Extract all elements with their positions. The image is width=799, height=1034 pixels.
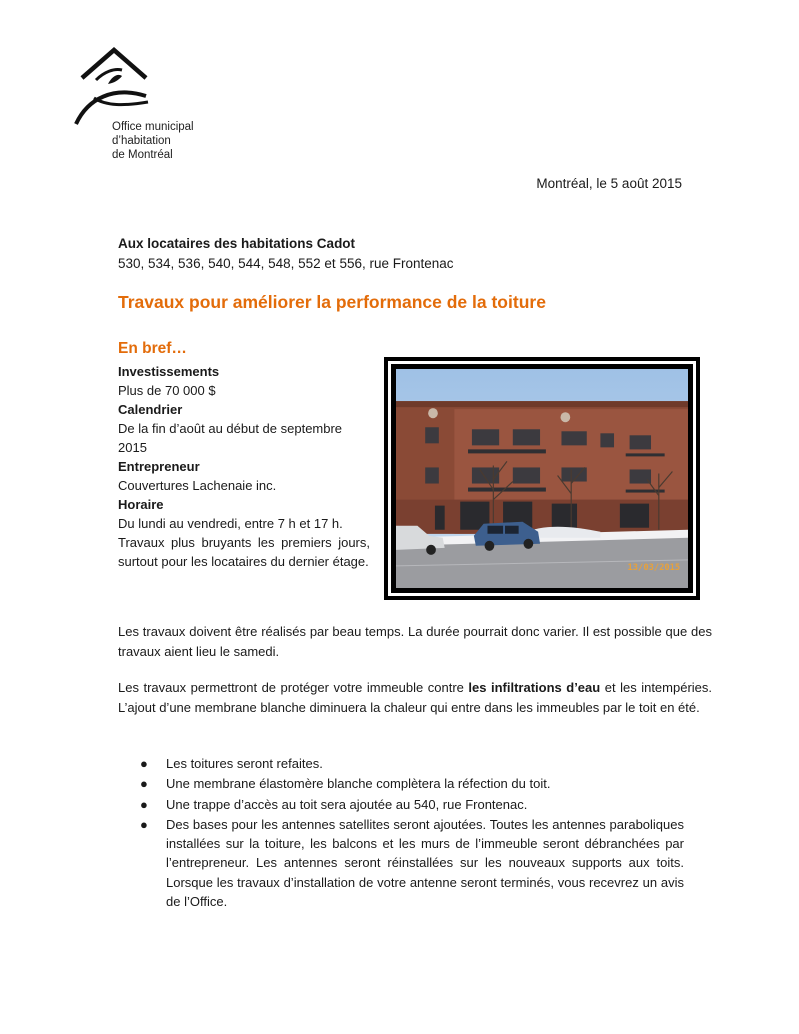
p2-before: Les travaux permettront de protéger votre immeuble contre	[118, 680, 469, 695]
logo-line-2: d’habitation	[112, 135, 171, 147]
building-photo	[396, 369, 688, 588]
page-title: Travaux pour améliorer la performance de la toiture	[118, 292, 546, 312]
omhm-emblem-icon	[74, 46, 154, 126]
bullet-text: Une trappe d’accès au toit sera ajoutée au 540, rue Frontenac.	[166, 796, 528, 812]
logo-line-3: de Montréal	[112, 149, 173, 161]
bullet-marker: ●	[140, 796, 148, 812]
bullet-marker: ●	[140, 816, 148, 832]
recipient-block	[118, 234, 454, 274]
paragraph-protection	[118, 678, 712, 717]
photo-timestamp: 13/03/2015	[627, 562, 681, 573]
p2-bold: les infiltrations d’eau	[468, 680, 601, 695]
list-item	[140, 774, 684, 793]
paragraph-weather: Les travaux doivent être réalisés par beau temps. La durée pourrait donc varier. Il est possible que des travaux aient lieu le samedi.	[118, 624, 712, 659]
list-item	[140, 795, 684, 814]
schedule-label: Calendrier	[118, 402, 183, 417]
logo-line-1: Office municipal	[112, 121, 194, 133]
omhm-logo	[74, 46, 214, 166]
bullet-text: Les toitures seront refaites.	[166, 756, 323, 771]
schedule-value: De la fin d’août au début de septembre 2015	[118, 421, 343, 455]
hours-note: Travaux plus bruyants les premiers jours, surtout pour les locataires du dernier étage.	[118, 535, 370, 569]
bullet-text: Des bases pour les antennes satellites seront ajoutées. Toutes les antennes paraboliques installées sur la toiture, les balcons et les murs de l’immeuble seront débranchées par l’entrepreneur. Les antennes seront réinstallées sur les nouveaux supports aux toits. Lorsque les travaux d’installation de votre antenne seront terminés, vous recevrez un avis de l’Office.	[166, 816, 684, 910]
recipient-name: Aux locataires des habitations Cadot	[118, 236, 356, 251]
contractor-value: Couvertures Lachenaie inc.	[118, 478, 277, 493]
list-item	[140, 815, 684, 911]
building-photo-frame	[384, 357, 700, 600]
hours-value: Du lundi au vendredi, entre 7 h et 17 h.	[118, 516, 343, 531]
bullet-marker: ●	[140, 756, 148, 771]
investments-label: Investissements	[118, 364, 220, 379]
contractor-label: Entrepreneur	[118, 459, 200, 474]
recipient-address: 530, 534, 536, 540, 544, 548, 552 et 556, rue Frontenac	[118, 256, 454, 271]
facts-list	[118, 362, 370, 571]
bullet-text: Une membrane élastomère blanche complètera la réfection du toit.	[166, 776, 551, 792]
p2-after: et les intempéries. L’ajout d’une membrane blanche diminuera la chaleur qui entre dans les immeubles par le toit en été.	[118, 680, 713, 715]
letter-date: Montréal, le 5 août 2015	[536, 176, 682, 191]
investments-value: Plus de 70 000 $	[118, 383, 216, 398]
hours-label: Horaire	[118, 497, 164, 512]
bref-heading: En bref…	[118, 340, 187, 357]
work-bullet-list	[140, 754, 684, 912]
logo-text	[112, 120, 194, 162]
list-item	[140, 754, 684, 773]
bullet-marker: ●	[140, 776, 148, 792]
